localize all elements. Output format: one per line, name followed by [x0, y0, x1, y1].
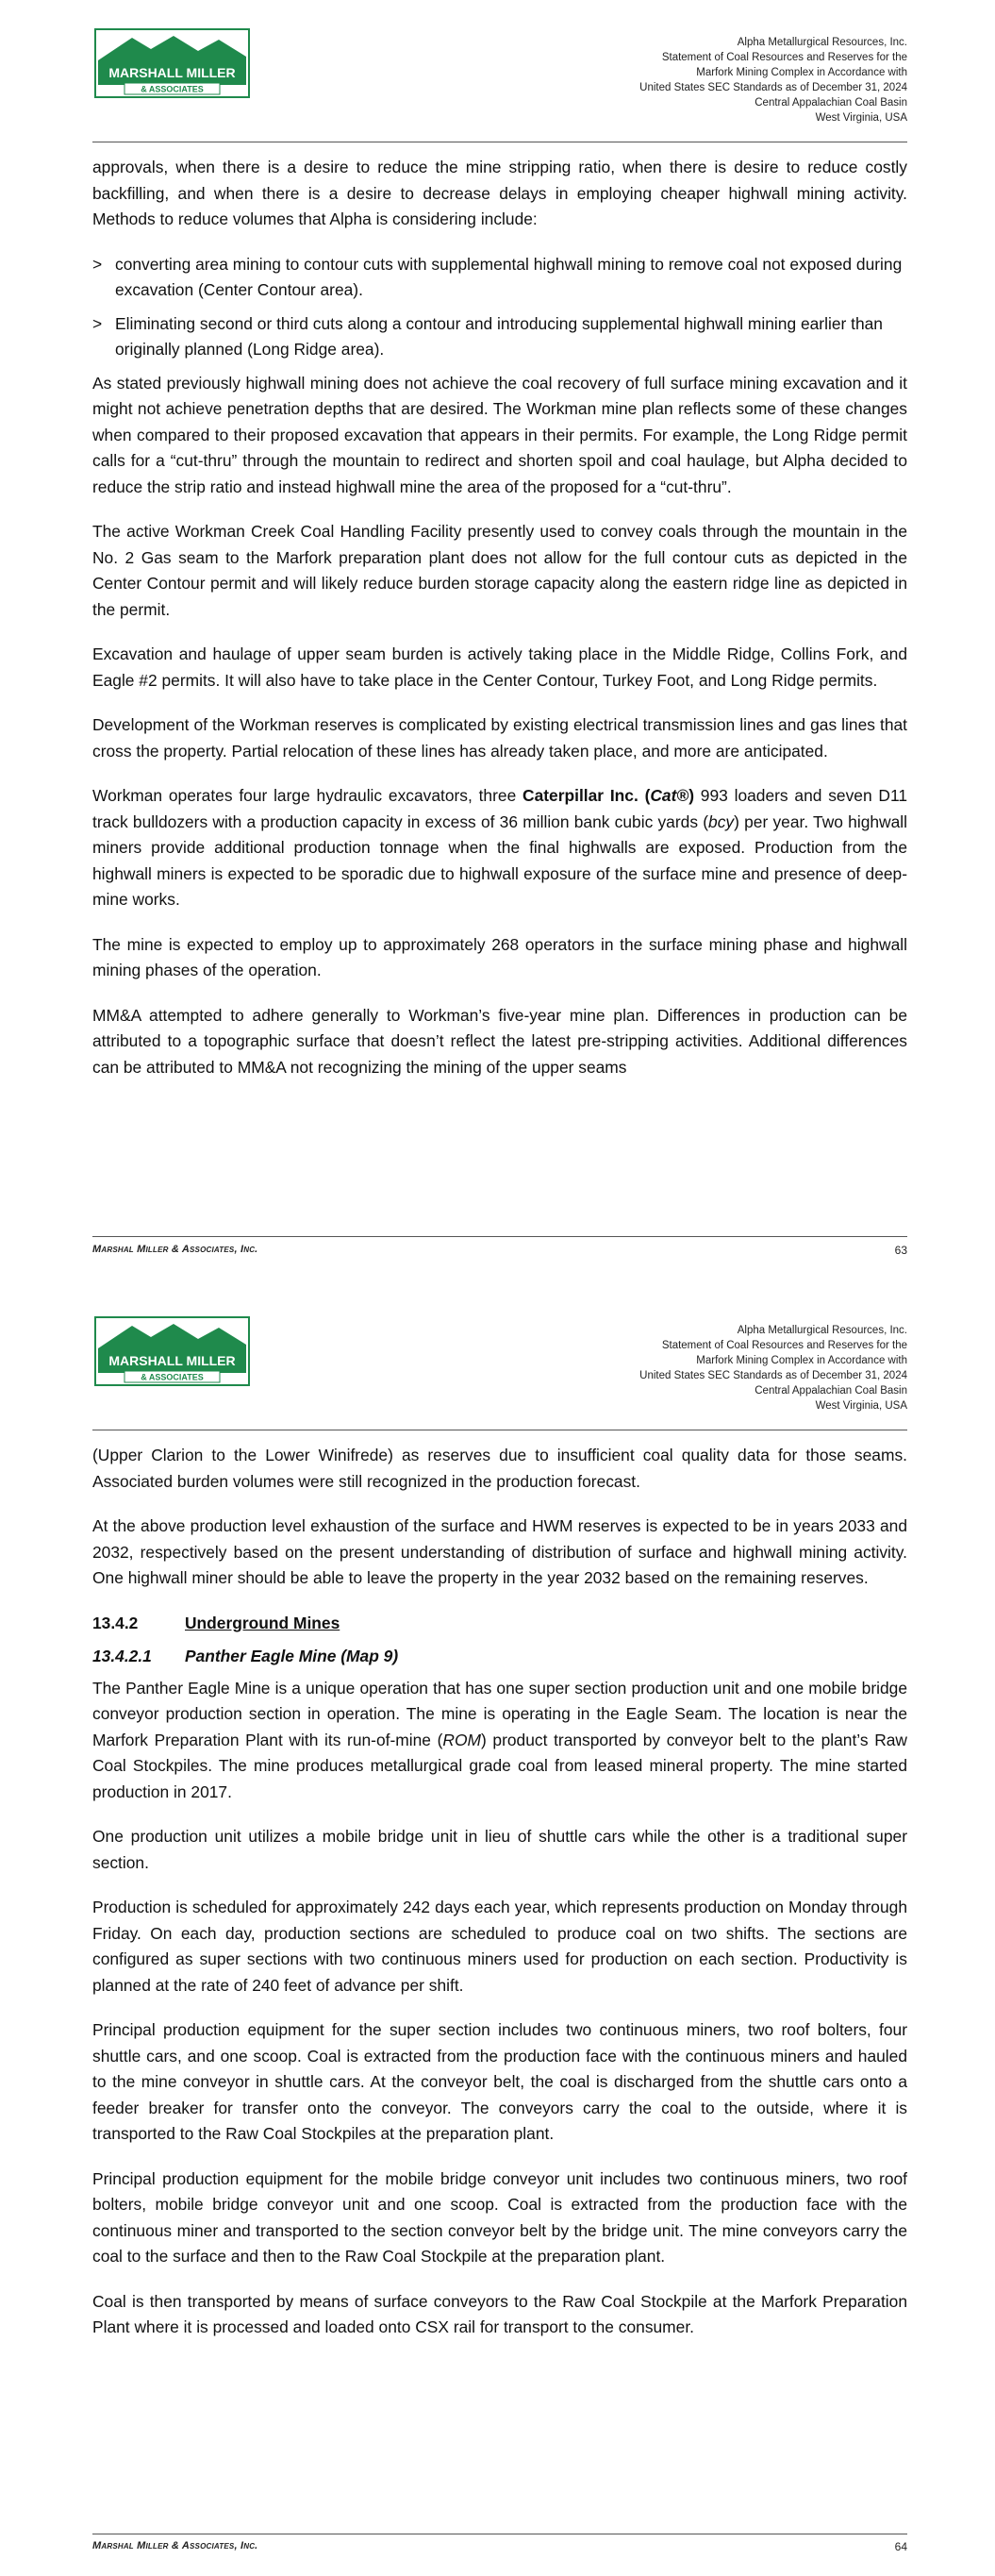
- header-line-6: West Virginia, USA: [815, 112, 907, 124]
- logo-text-top: MARSHALL MILLER: [108, 65, 236, 80]
- list-item-text: Eliminating second or third cuts along a contour and introducing supplemental highwall mining earlier than originally planned (Long Ridge area).: [115, 313, 883, 359]
- company-logo: [94, 1316, 250, 1386]
- page-64: [0, 1288, 995, 2576]
- footer-firm-name: Marshal Miller & Associates, Inc.: [92, 1244, 258, 1255]
- subsection-number: 13.4.2.1: [92, 1647, 152, 1665]
- header-company: Alpha Metallurgical Resources, Inc.: [737, 37, 907, 48]
- logo-text-bottom: & ASSOCIATES: [141, 84, 204, 94]
- subsection-title: Panther Eagle Mine (Map 9): [185, 1647, 399, 1665]
- section-heading: [92, 1611, 907, 1637]
- paragraph: Coal is then transported by means of surface conveyors to the Raw Coal Stockpile at the Marfork Preparation Plant where it is processed and loaded onto CSX rail for transport to the consumer.: [92, 2291, 907, 2336]
- paragraph: The mine is expected to employ up to approximately 268 operators in the surface mining phase and highwall mining phases of the operation.: [92, 934, 907, 979]
- bullet-arrow-icon: >: [92, 313, 103, 333]
- header-line-6: West Virginia, USA: [815, 1400, 907, 1412]
- footer-firm-name: Marshal Miller & Associates, Inc.: [92, 2540, 258, 2551]
- section-title: Underground Mines: [185, 1613, 340, 1632]
- document-header: [511, 35, 907, 125]
- page-body: [92, 1443, 907, 2360]
- paragraph: The active Workman Creek Coal Handling Facility presently used to convey coals through the mountain in the No. 2 Gas seam to the Marfork preparation plant does not allow for the full contour cuts as depicted in the Center Contour permit and will likely reduce burden storage capacity along the eastern ridge line as depicted in the permit.: [92, 522, 907, 619]
- paragraph: Development of the Workman reserves is complicated by existing electrical transmission lines and gas lines that cross the property. Partial relocation of these lines has already taken place, and more are anticipated.: [92, 715, 907, 761]
- header-line-4: United States SEC Standards as of December 31, 2024: [639, 1370, 907, 1381]
- list-item: [92, 252, 907, 304]
- document-header: [511, 1323, 907, 1413]
- paragraph: As stated previously highwall mining does not achieve the coal recovery of full surface mining excavation and it might not achieve penetration depths that are desired. The Workman mine plan reflects some of these changes when compared to their proposed excavation that appears in their permits. For example, the Long Ridge permit calls for a “cut-thru” through the mountain to redirect and shorten spoil and coal haulage, but Alpha decided to reduce the strip ratio and instead highwall mine the area of the proposed for a “cut-thru”.: [92, 373, 907, 496]
- paragraph: approvals, when there is a desire to reduce the mine stripping ratio, when there is desire to reduce costly backfilling, and when there is a desire to decrease delays in employing cheaper highwall mining activity. Methods to reduce volumes that Alpha is considering include:: [92, 158, 907, 228]
- page-number: 64: [894, 2540, 907, 2553]
- paragraph-panther-eagle: The Panther Eagle Mine is a unique operation that has one super section production unit and one mobile bridge conveyor production section in operation. The mine is operating in the Eagle Seam. The location is near the Marfork Preparation Plant with its run-of-mine (ROM) product transported by conveyor belt to the plant’s Raw Coal Stockpiles. The mine produces metallurgical grade coal from leased mineral property. The mine started production in 2017.: [92, 1678, 907, 1801]
- header-line-5: Central Appalachian Coal Basin: [755, 1385, 907, 1397]
- paragraph: (Upper Clarion to the Lower Winifrede) as reserves due to insufficient coal quality data for those seams. Associated burden volumes were still recognized in the production forecast.: [92, 1446, 907, 1491]
- paragraph: Principal production equipment for the super section includes two continuous miners, two roof bolters, four shuttle cars, and one scoop. Coal is extracted from the production face with the continuous miners and hauled to the mine conveyor in shuttle cars. At the conveyor belt, the coal is discharged from the shuttle cars onto a feeder breaker for transfer onto the conveyor. The conveyors carry the coal to the outside, where it is transported to the Raw Coal Stockpiles at the preparation plant.: [92, 2020, 907, 2143]
- header-line-2: Statement of Coal Resources and Reserves for the: [661, 1340, 907, 1351]
- subsection-heading: [92, 1644, 907, 1670]
- paragraph: Excavation and haulage of upper seam burden is actively taking place in the Middle Ridge, Collins Fork, and Eagle #2 permits. It will also have to take place in the Center Contour, Turkey Foot, and Long Ridge permits.: [92, 644, 907, 690]
- header-line-2: Statement of Coal Resources and Reserves for the: [661, 52, 907, 63]
- bullet-arrow-icon: >: [92, 254, 103, 274]
- header-line-5: Central Appalachian Coal Basin: [755, 97, 907, 109]
- list-item: [92, 311, 907, 363]
- header-company: Alpha Metallurgical Resources, Inc.: [737, 1325, 907, 1336]
- header-line-3: Marfork Mining Complex in Accordance with: [696, 67, 907, 78]
- paragraph: MM&A attempted to adhere generally to Workman’s five-year mine plan. Differences in production can be attributed to a topographic surface that doesn’t reflect the latest pre-stripping activities. Additional differences can be attributed to MM&A not recognizing the mining of the upper seams: [92, 1005, 907, 1077]
- footer-divider: [92, 1236, 907, 1237]
- paragraph-equipment: Workman operates four large hydraulic excavators, three Caterpillar Inc. (Cat®) 993 loaders and seven D11 track bulldozers with a production capacity in excess of 36 million bank cubic yards (bcy) per year. Two highwall miners provide additional production tonnage when the final highwalls are exposed. Production from the highwall miners is expected to be sporadic due to highwall exposure of the surface mine and presence of deep-mine works.: [92, 786, 908, 909]
- header-line-4: United States SEC Standards as of December 31, 2024: [639, 82, 907, 93]
- paragraph: Production is scheduled for approximately 242 days each year, which represents production on Monday through Friday. On each day, production sections are scheduled to produce coal on two shifts. The sections are configured as super sections with two continuous miners used for production on each section. Productivity is planned at the rate of 240 feet of advance per shift.: [92, 1898, 907, 1995]
- company-logo: [94, 28, 250, 98]
- caterpillar-name: Caterpillar Inc. (Cat®): [522, 786, 695, 805]
- paragraph: At the above production level exhaustion of the surface and HWM reserves is expected to be in years 2033 and 2032, respectively based on the present understanding of distribution of surface and highwall mining activity. One highwall miner should be able to leave the property in the year 2032 based on the remaining reserves.: [92, 1516, 907, 1587]
- logo-text-top: MARSHALL MILLER: [108, 1353, 236, 1368]
- page-body: [92, 155, 907, 1099]
- paragraph: One production unit utilizes a mobile bridge unit in lieu of shuttle cars while the other is a traditional super section.: [92, 1827, 907, 1872]
- page-number: 63: [894, 1244, 907, 1257]
- list-item-text: converting area mining to contour cuts with supplemental highwall mining to remove coal not exposed during excavation (Center Contour area).: [115, 254, 903, 299]
- paragraph: Principal production equipment for the mobile bridge conveyor unit includes two continuous miners, two roof bolters, mobile bridge conveyor unit and one scoop. Coal is extracted from the production face with the continuous miner and transported to the section conveyor belt by the bridge unit. The mine conveyors carry the coal to the surface and then to the Raw Coal Stockpile at the preparation plant.: [92, 2168, 907, 2266]
- header-line-3: Marfork Mining Complex in Accordance with: [696, 1355, 907, 1366]
- section-number: 13.4.2: [92, 1613, 139, 1632]
- logo-text-bottom: & ASSOCIATES: [141, 1372, 204, 1382]
